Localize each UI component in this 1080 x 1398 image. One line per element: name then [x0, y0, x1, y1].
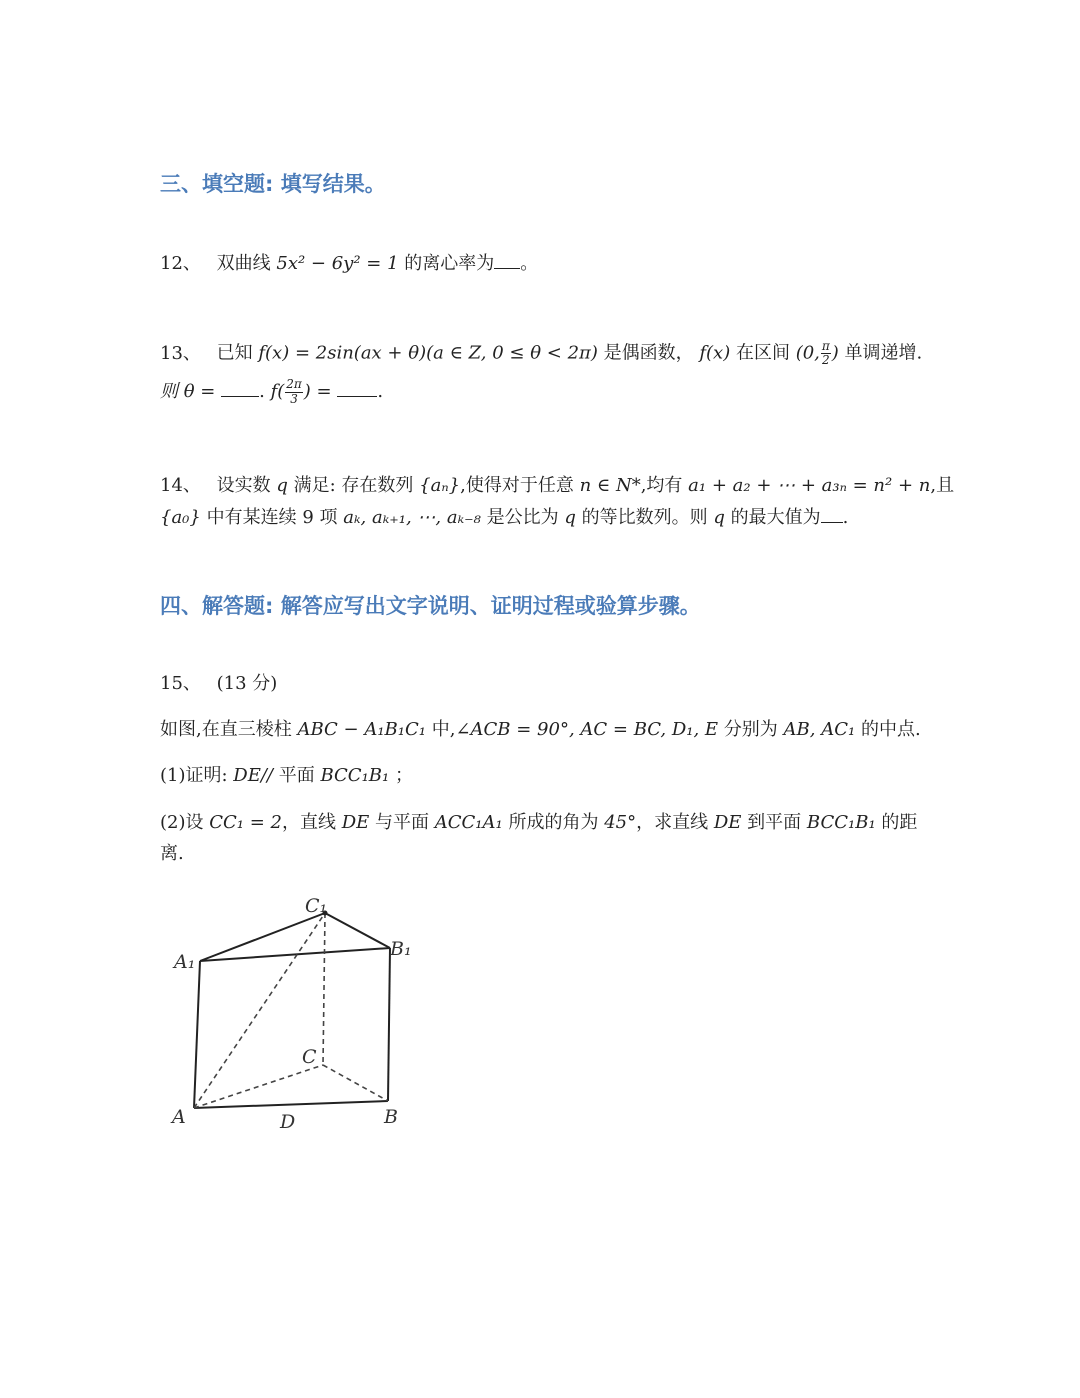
question-13-line-2 [160, 378, 383, 406]
question-text: 所成的角为 [508, 812, 599, 833]
edge-c1-c [323, 913, 325, 1065]
prism-hidden-edges [194, 913, 388, 1108]
math-expression: n ∈ N* [579, 475, 641, 496]
math-expression: q [713, 507, 725, 528]
question-number: 12、 [160, 253, 201, 274]
question-text: 单调递增. [844, 342, 923, 364]
question-text: . [377, 381, 384, 402]
question-text: ，直线 [281, 812, 336, 833]
question-text: (1)证明: [160, 765, 228, 786]
math-expression: {a₀} [160, 507, 201, 528]
fraction-denominator: 3 [290, 391, 298, 406]
answer-blank[interactable] [494, 250, 520, 269]
edge-a-b [194, 1101, 388, 1108]
math-expression: f(x) = 2sin(ax + θ)(a ∈ Z, 0 ≤ θ < 2π) [258, 342, 598, 364]
question-text: 与平面 [375, 812, 430, 833]
question-text: 如图,在直三棱柱 [160, 719, 292, 740]
question-text: ； [394, 765, 413, 786]
question-text: 的离心率为 [404, 253, 495, 274]
label-b: B [384, 1106, 398, 1128]
question-14-line-2 [160, 504, 848, 529]
question-text: 的等比数列。则 [581, 507, 708, 528]
math-expression: DE// [233, 765, 273, 786]
math-expression: AB, AC₁ [783, 719, 856, 740]
question-text: (2)设 [160, 812, 204, 833]
question-text: 中有某连续 9 项 [206, 507, 338, 528]
question-text: 满足: 存在数列 [293, 475, 414, 496]
question-text: 的中点. [860, 719, 921, 740]
fraction [285, 378, 303, 405]
label-a: A [172, 1106, 186, 1128]
math-expression: f(x) [699, 342, 731, 364]
question-text: . [842, 507, 849, 528]
prism-figure [160, 885, 440, 1145]
math-expression: CC₁ = 2 [209, 812, 282, 833]
question-text: 分别为 [723, 719, 778, 740]
question-15-stem [160, 718, 921, 741]
math-expression: 5x² − 6y² = 1 [276, 253, 399, 274]
edge-c-b [323, 1065, 388, 1101]
edge-a1-a [194, 961, 200, 1108]
math-expression: ACC₁A₁ [434, 812, 503, 833]
label-d: D [280, 1111, 296, 1133]
question-score: (13 分) [216, 673, 278, 694]
fraction-numerator: 2π [286, 377, 302, 392]
label-b1: B₁ [390, 938, 412, 960]
math-expression: DE [713, 812, 742, 833]
label-c: C [302, 1046, 317, 1068]
math-expression: 45° [604, 812, 637, 833]
math-expression: f( [270, 381, 285, 402]
answer-blank[interactable] [337, 378, 377, 397]
question-text: ，求直线 [636, 812, 709, 833]
answer-blank[interactable] [821, 504, 843, 523]
label-c1: C₁ [305, 895, 328, 917]
question-text: . [259, 381, 265, 402]
math-expression: ) [831, 342, 839, 364]
section-heading-fill-in: 三、填空题: 填写结果。 [160, 172, 386, 196]
question-text: 。 [520, 253, 539, 274]
math-expression: ) = [303, 381, 332, 402]
edge-c1-b1 [325, 913, 390, 948]
edge-a-c1 [194, 913, 325, 1108]
section-heading-answer: 四、解答题: 解答应写出文字说明、证明过程或验算步骤。 [160, 594, 701, 618]
prism-labels [170, 895, 412, 1133]
math-expression: ABC − A₁B₁C₁ [297, 719, 426, 740]
question-text: ,使得对于任意 [460, 475, 574, 496]
question-text: 是偶函数， [603, 342, 694, 364]
math-expression: ∠ACB = 90°, AC = BC, D₁, E [455, 719, 719, 740]
question-text: 设实数 [216, 475, 271, 496]
question-text: 在区间 [735, 342, 790, 364]
question-number: 15、 [160, 673, 201, 694]
question-text: 双曲线 [216, 253, 271, 274]
question-text: 已知 [216, 342, 253, 364]
question-15-part-2 [160, 811, 917, 834]
question-number: 13、 [160, 342, 201, 364]
edge-b1-b [388, 948, 390, 1101]
question-text: ,且 [930, 475, 955, 496]
math-expression: a₁ + a₂ + ⋯ + a₃ₙ = n² + n [688, 475, 931, 496]
question-15-part-1 [160, 764, 413, 787]
question-12 [160, 250, 538, 275]
question-number: 14、 [160, 475, 201, 496]
edge-a-c [194, 1065, 323, 1108]
question-15-header [160, 672, 277, 695]
question-text: 的距 [881, 812, 918, 833]
question-text: 平面 [278, 765, 315, 786]
math-expression: {aₙ} [419, 475, 461, 496]
math-expression: aₖ, aₖ₊₁, ⋯, aₖ₋₈ [343, 507, 481, 528]
prism-solid-edges [194, 913, 390, 1108]
label-a1: A₁ [174, 951, 196, 973]
math-expression: q [564, 507, 576, 528]
question-text: 到平面 [747, 812, 802, 833]
fraction [821, 340, 831, 367]
question-text: 的最大值为 [730, 507, 821, 528]
math-expression: 则 θ = [160, 381, 216, 402]
question-text: 离. [160, 843, 184, 864]
question-text: 中, [431, 719, 456, 740]
math-expression: BCC₁B₁ [806, 812, 876, 833]
question-15-part-2-continued [160, 842, 184, 865]
math-expression: DE [341, 812, 370, 833]
fraction-numerator: π [821, 339, 830, 353]
question-14-line-1 [160, 474, 954, 497]
question-text: ,均有 [640, 475, 683, 496]
math-expression: BCC₁B₁ [320, 765, 390, 786]
fraction-denominator: 2 [822, 353, 830, 368]
question-13-line-1 [160, 340, 922, 367]
answer-blank[interactable] [221, 378, 259, 397]
math-expression: (0, [795, 342, 820, 364]
math-expression: q [276, 475, 288, 496]
question-text: 是公比为 [486, 507, 559, 528]
